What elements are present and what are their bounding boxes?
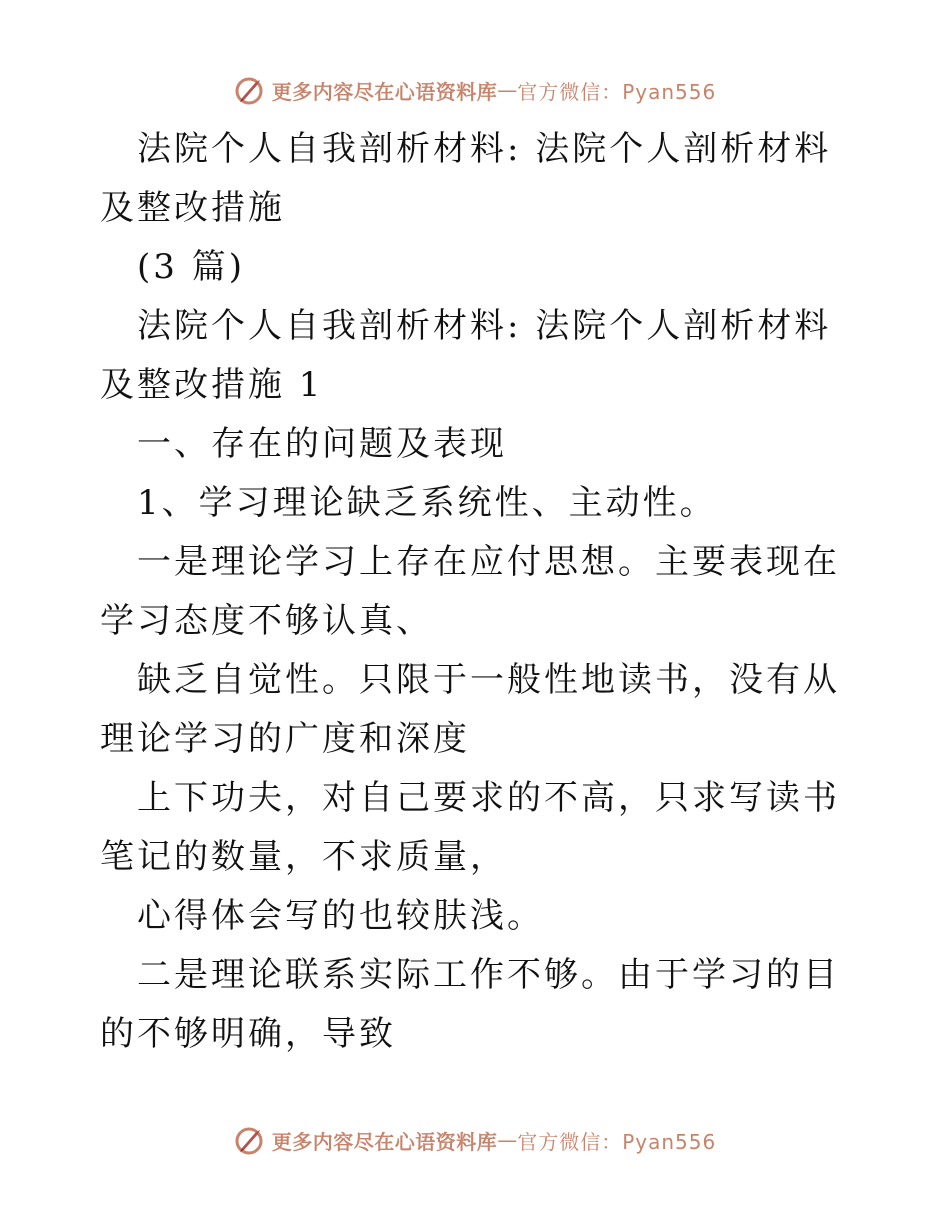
subheading-theory-study: 1、学习理论缺乏系统性、主动性。	[137, 483, 717, 523]
pen-circle-logo-icon	[234, 74, 266, 106]
body-paragraph: 上下功夫，对自己要求的不高，只求写读书笔记的数量，不求质量，	[100, 778, 840, 877]
header-dash: —	[497, 78, 518, 102]
document-body	[100, 120, 860, 1064]
heading-problems: 一、存在的问题及表现	[137, 424, 507, 464]
header-banner	[0, 70, 950, 110]
document-subtitle: (3 篇)	[137, 247, 245, 287]
footer-banner	[0, 1120, 950, 1160]
body-paragraph: 缺乏自觉性。只限于一般性地读书，没有从理论学习的广度和深度	[100, 660, 840, 759]
header-brand-text: 更多内容尽在心语资料库	[271, 79, 498, 104]
footer-dash: —	[497, 1128, 518, 1152]
footer-brand-text: 更多内容尽在心语资料库	[271, 1129, 498, 1154]
body-paragraph: 一是理论学习上存在应付思想。主要表现在学习态度不够认真、	[100, 542, 840, 641]
pen-circle-logo-icon	[234, 1124, 266, 1156]
header-wechat-text: 官方微信：Pyan556	[517, 79, 717, 104]
body-paragraph: 二是理论联系实际工作不够。由于学习的目的不够明确，导致	[100, 955, 840, 1054]
section-title: 法院个人自我剖析材料: 法院个人剖析材料及整改措施 1	[100, 306, 832, 405]
body-paragraph: 心得体会写的也较肤浅。	[137, 896, 544, 936]
footer-wechat-text: 官方微信：Pyan556	[517, 1129, 717, 1154]
document-title: 法院个人自我剖析材料: 法院个人剖析材料及整改措施	[100, 129, 832, 228]
